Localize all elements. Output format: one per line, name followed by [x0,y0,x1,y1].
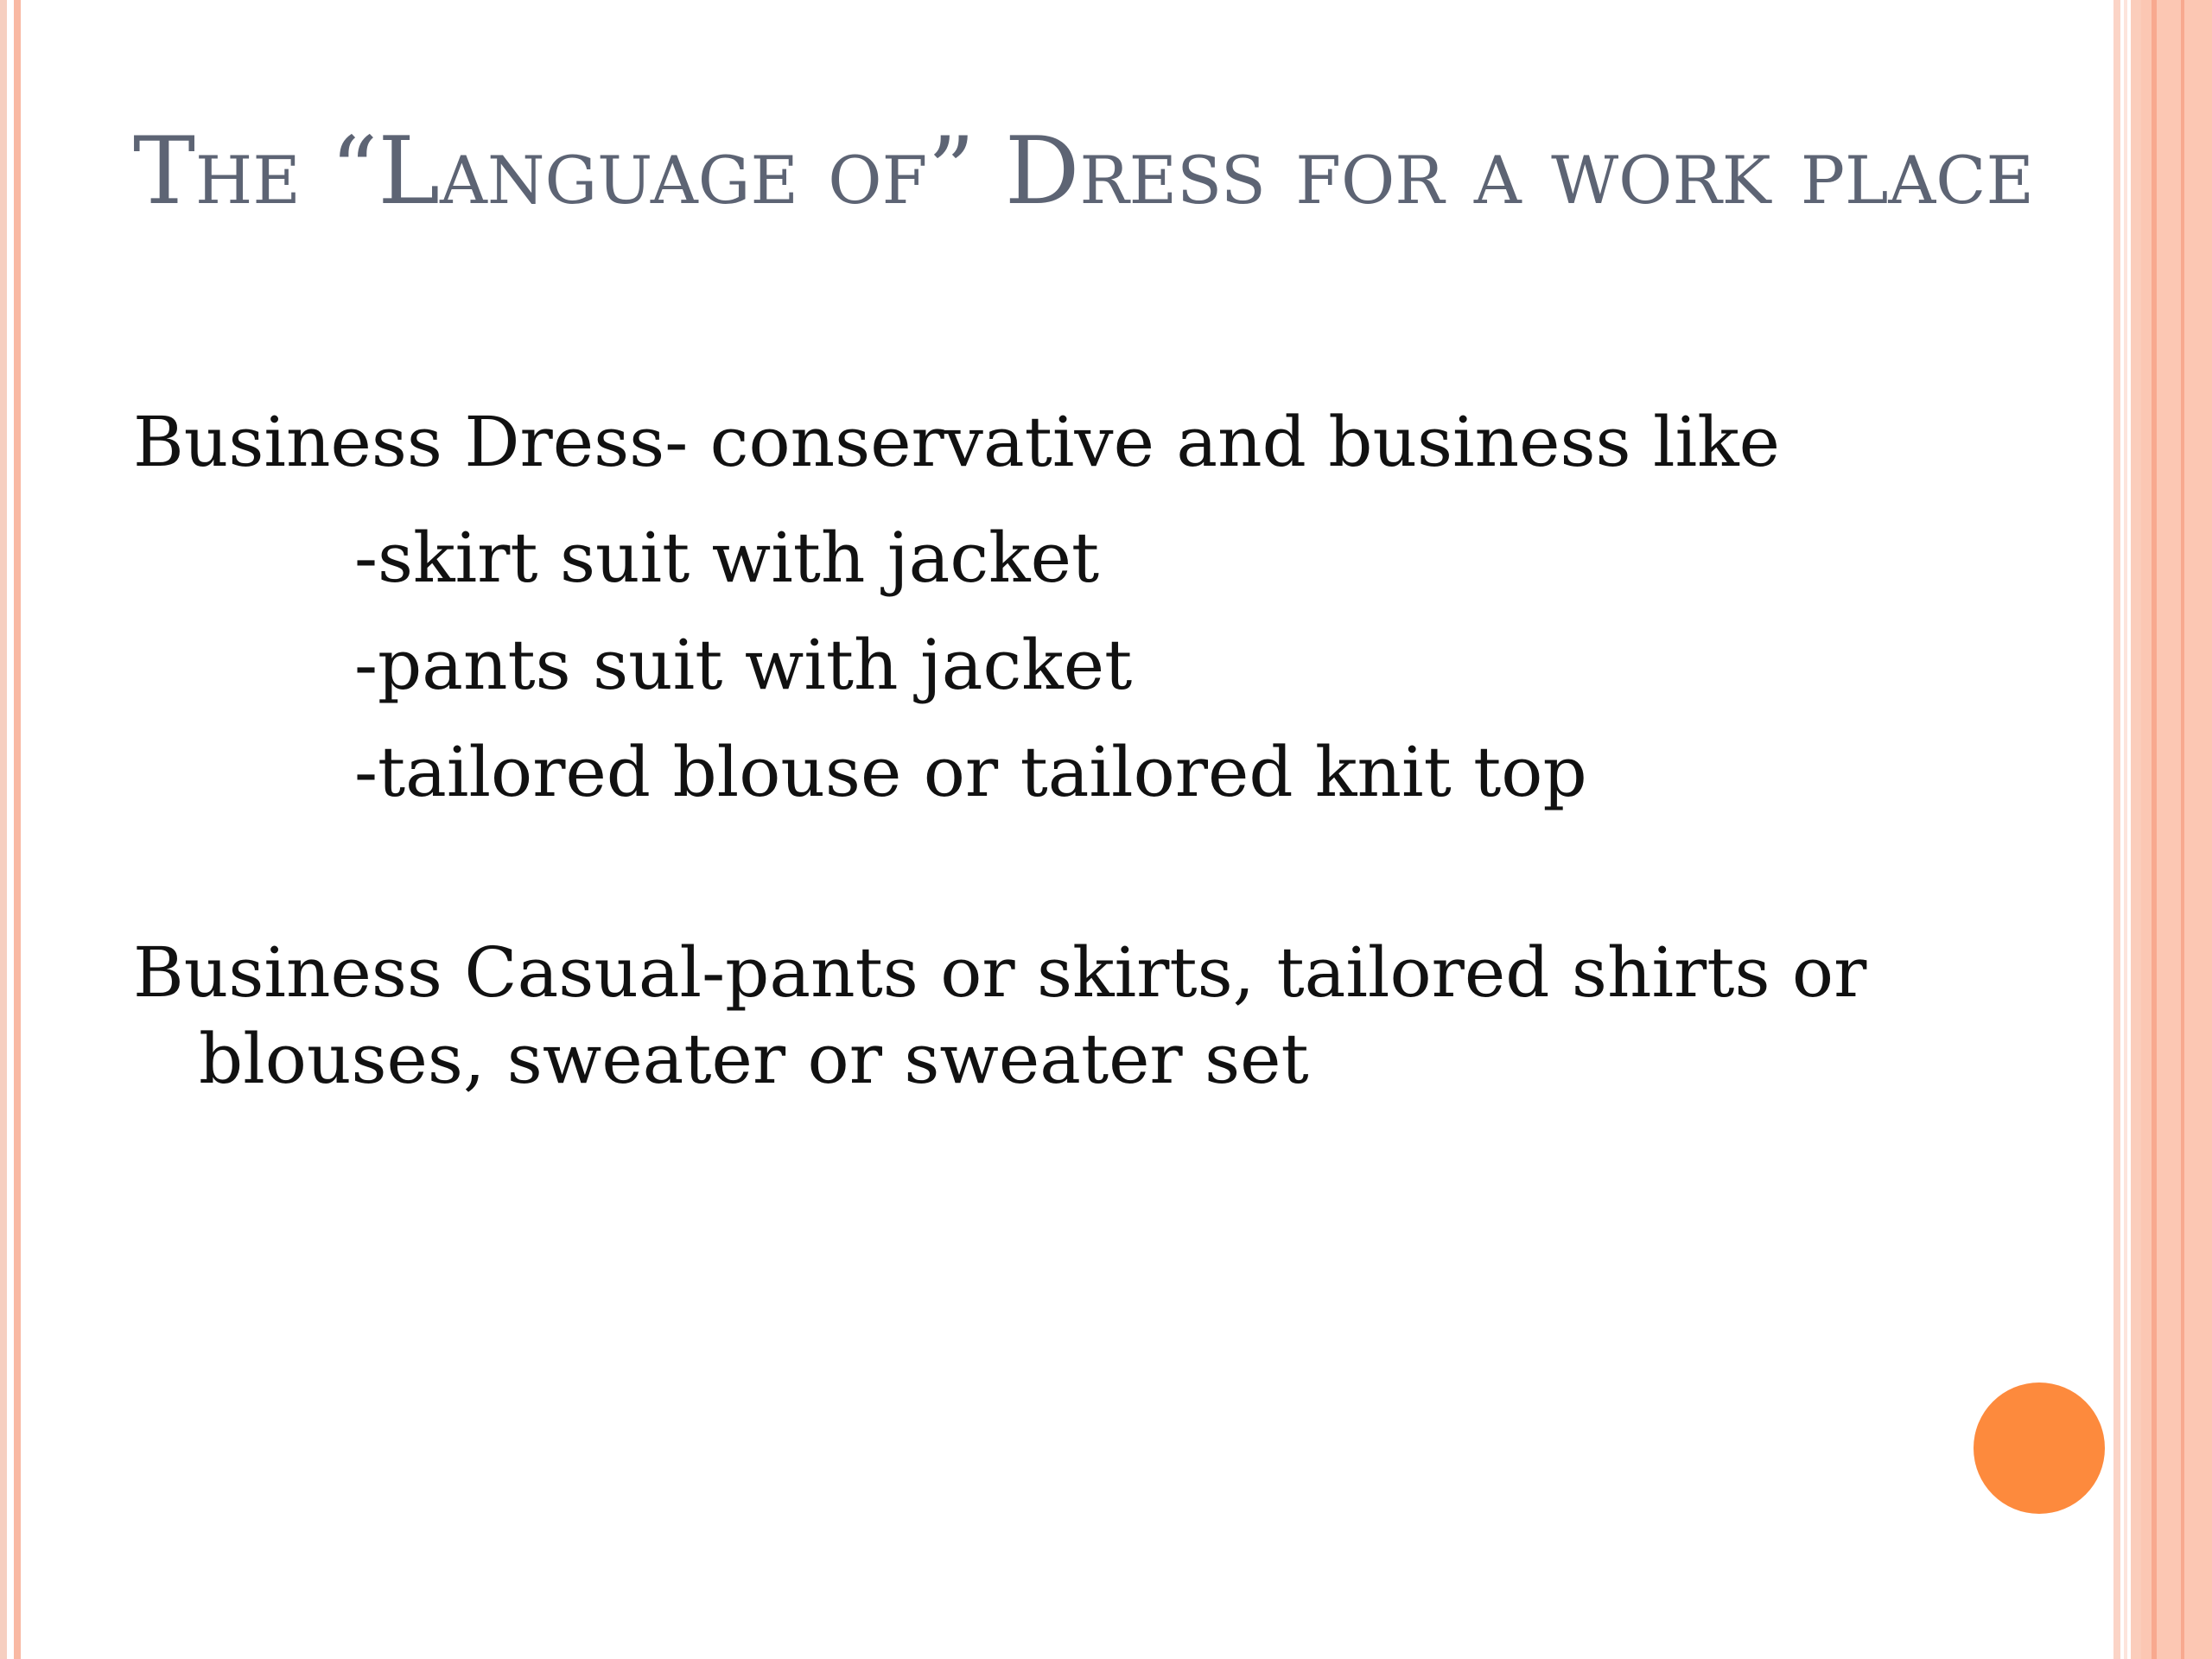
decorative-orange-dot [1974,1382,2105,1514]
right-border-line [2131,0,2141,1659]
right-border-line [2124,0,2127,1659]
right-border-line [2152,0,2157,1659]
business-dress-item: -tailored blouse or tailored knit top [354,732,1587,812]
slide-body [133,399,2034,1103]
right-border-line [2181,0,2184,1659]
business-casual-paragraph: Business Casual-pants or skirts, tailored shirts or blouses, sweater or sweater set [133,932,1867,1099]
left-border-line [14,0,21,1659]
business-dress-item: -skirt suit with jacket [354,518,1100,598]
left-border-line [0,0,7,1659]
business-dress-heading: Business Dress- conservative and business like [133,402,1781,482]
slide-title: The “Language of” Dress for a work place [133,118,2034,226]
right-border-line [2113,0,2120,1659]
business-dress-item: -pants suit with jacket [354,625,1133,705]
